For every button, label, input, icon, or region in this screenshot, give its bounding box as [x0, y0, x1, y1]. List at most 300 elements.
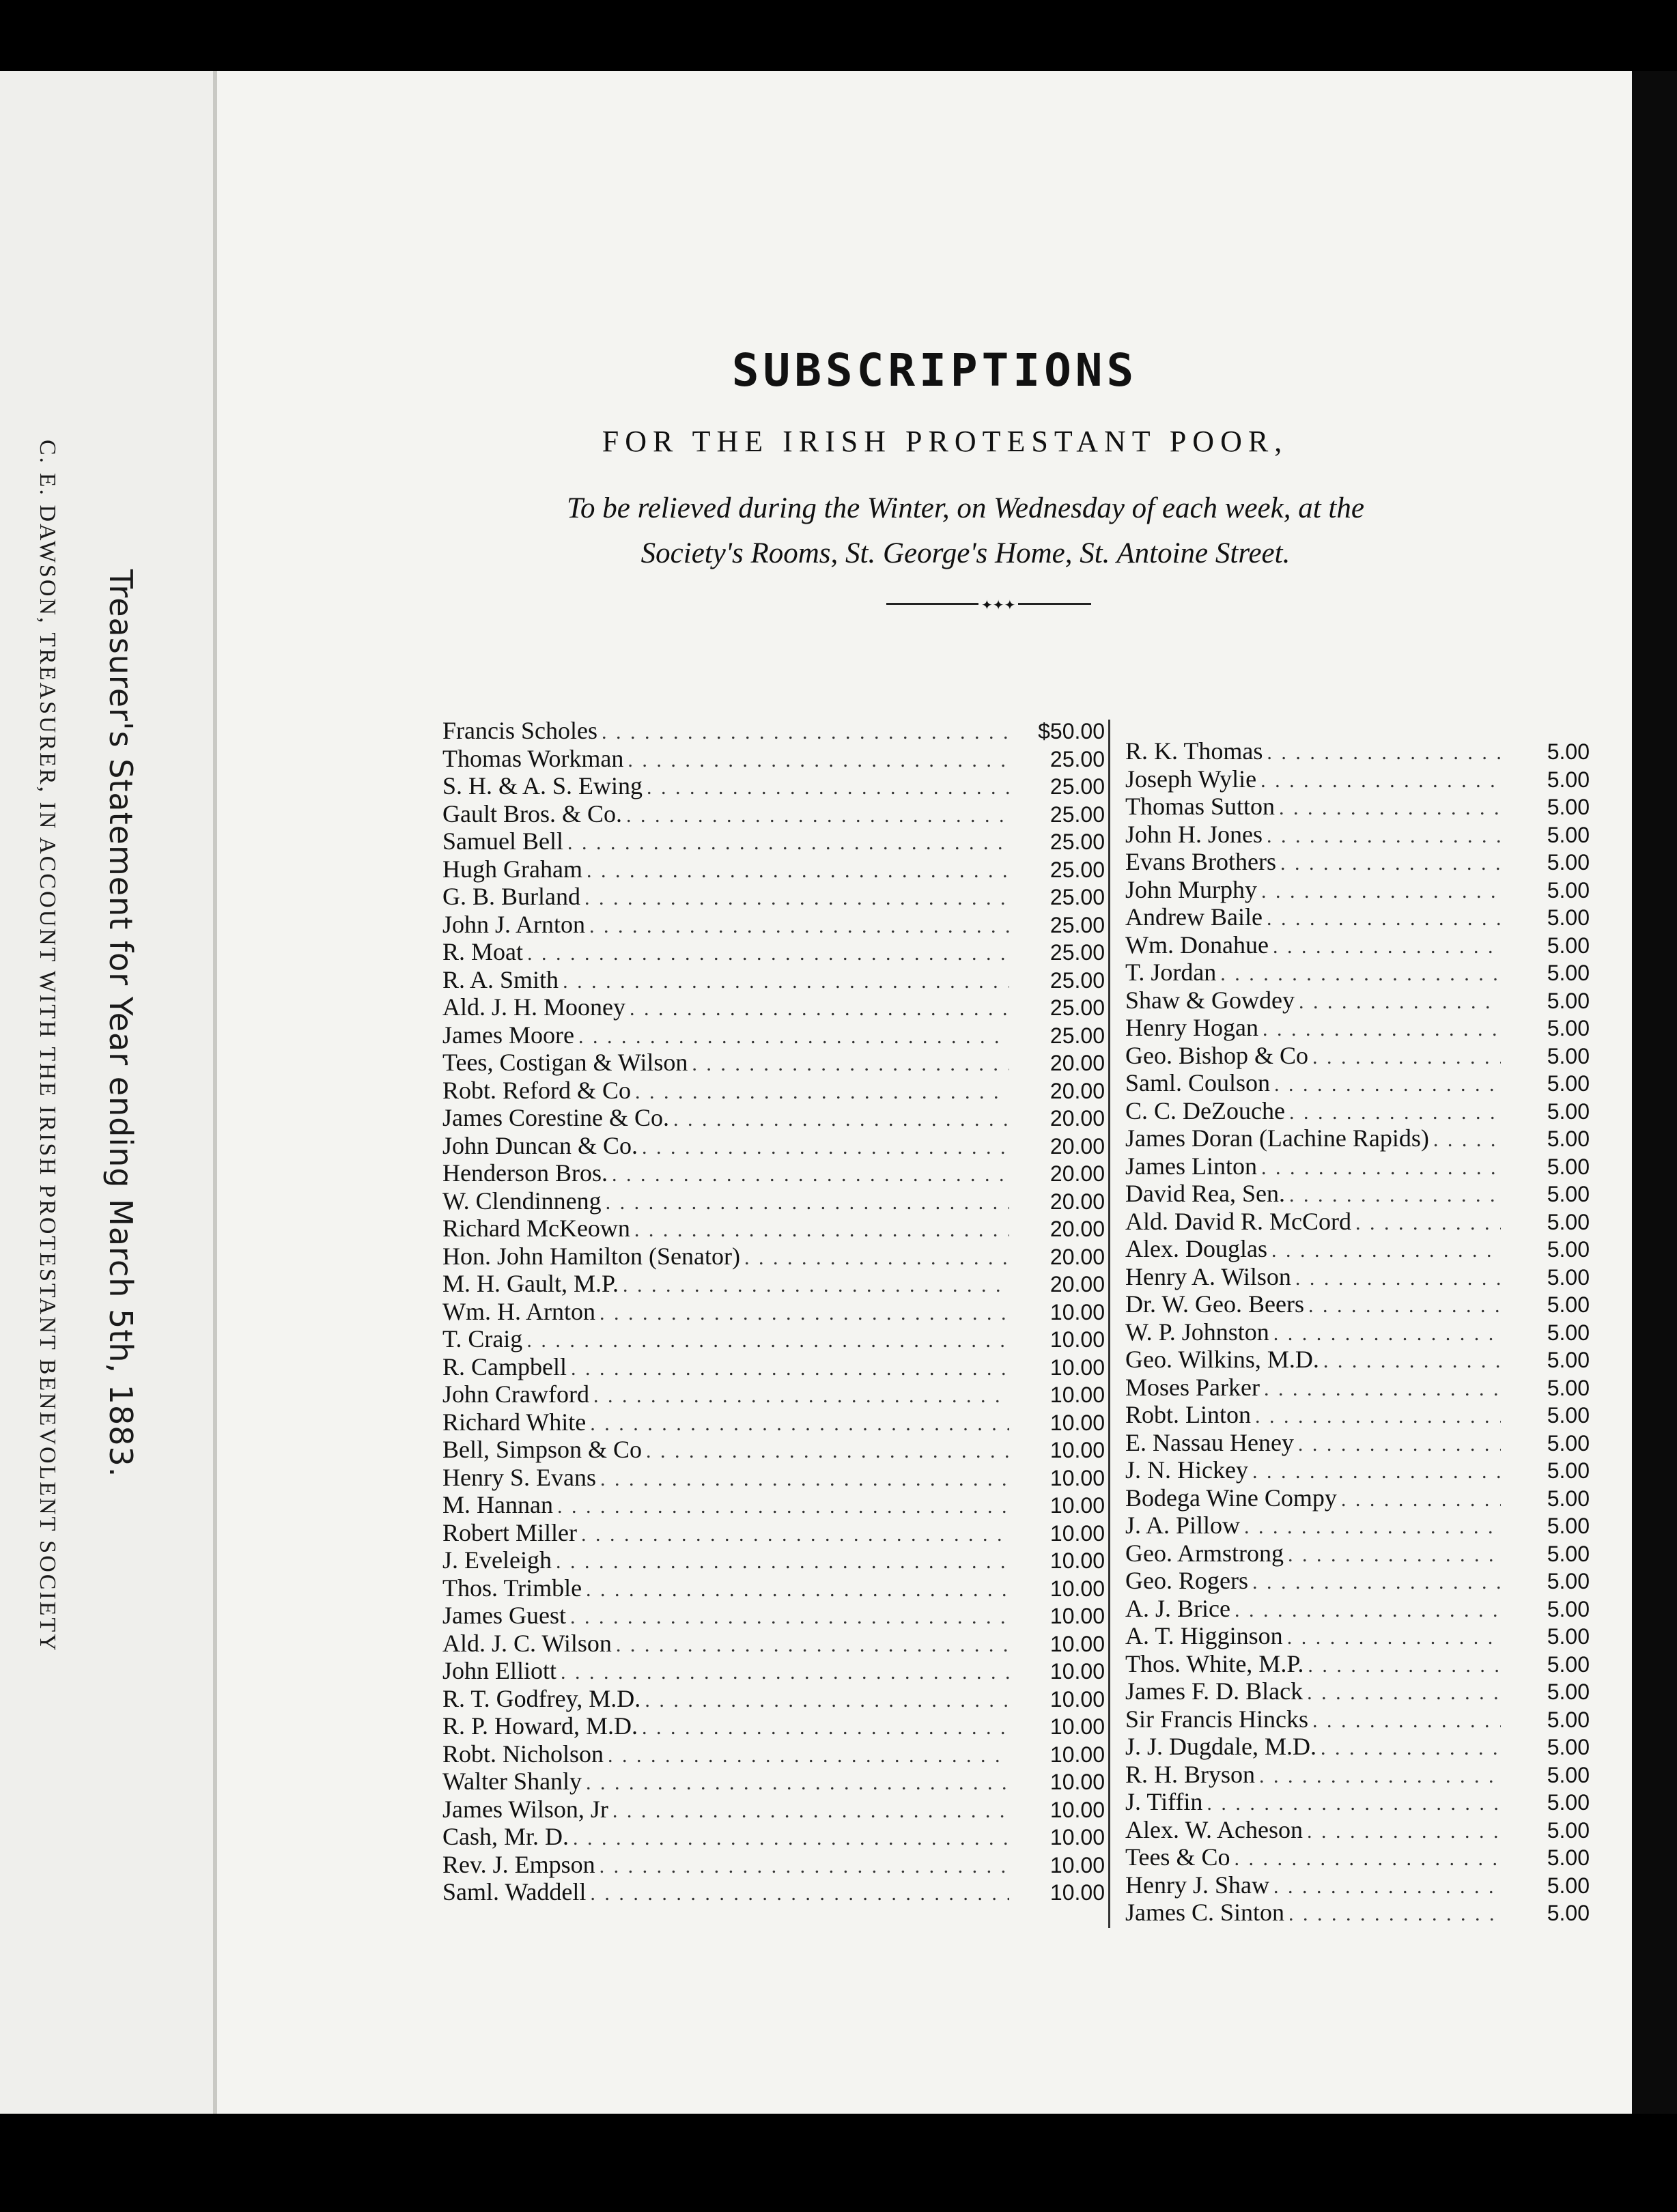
leader-dots	[566, 1604, 1009, 1632]
leader-dots	[1284, 1901, 1501, 1929]
subscription-amount: 10.00	[1049, 1327, 1105, 1352]
leader-dots	[642, 1438, 1009, 1466]
leader-dots	[1248, 1569, 1501, 1597]
subscription-row	[442, 800, 1105, 828]
subscription-row	[442, 855, 1105, 883]
leader-dots	[630, 1217, 1009, 1245]
subscriber-name: James Linton	[1125, 1152, 1257, 1180]
subscription-row	[1125, 1014, 1590, 1042]
leader-dots	[582, 1576, 1009, 1604]
subscription-amount: 10.00	[1049, 1852, 1105, 1877]
subscription-row	[1125, 1705, 1590, 1733]
leader-dots	[688, 1051, 1009, 1079]
leader-dots	[1216, 961, 1501, 989]
subscriber-name: James C. Sinton	[1125, 1899, 1285, 1926]
subscription-row	[1125, 737, 1590, 765]
subscriber-name: Tees & Co	[1125, 1843, 1230, 1871]
leader-dots	[604, 1742, 1009, 1770]
page-title: SUBSCRIPTIONS	[731, 344, 1138, 397]
subscription-row	[442, 1077, 1105, 1105]
subscriber-name: J. N. Hickey	[1125, 1456, 1248, 1484]
subscription-amount: 10.00	[1049, 1438, 1105, 1462]
leader-dots	[595, 1853, 1009, 1881]
leader-dots	[625, 995, 1009, 1023]
leader-dots	[1258, 1016, 1501, 1044]
leader-dots	[1429, 1126, 1501, 1154]
subscription-row	[1125, 1871, 1590, 1899]
leader-dots	[1316, 1735, 1501, 1763]
subscription-amount: 5.00	[1547, 1596, 1590, 1621]
subscriber-name: E. Nassau Heney	[1125, 1428, 1294, 1456]
subscriber-name: Shaw & Gowdey	[1125, 986, 1295, 1014]
subscription-row	[442, 1049, 1105, 1077]
subscriber-name: David Rea, Sen.	[1125, 1180, 1285, 1207]
leader-dots	[523, 940, 1009, 968]
subscriber-name: Joseph Wylie	[1125, 765, 1257, 793]
leader-dots	[567, 1355, 1009, 1383]
subscription-amount: 5.00	[1547, 1679, 1590, 1704]
column-divider	[1108, 720, 1110, 1928]
leader-dots	[1269, 1320, 1501, 1348]
leader-dots	[596, 1466, 1009, 1494]
subscription-row	[442, 1796, 1105, 1824]
subscription-amount: 10.00	[1049, 1880, 1105, 1905]
subscription-amount: 10.00	[1049, 1548, 1105, 1573]
subscriber-name: James Corestine & Co.	[442, 1104, 669, 1131]
subscriber-name: Richard White	[442, 1408, 587, 1436]
subscription-amount: 5.00	[1547, 1375, 1590, 1400]
subscription-amount: 20.00	[1049, 1133, 1105, 1159]
leader-dots	[643, 774, 1009, 802]
subscription-row	[1125, 1290, 1590, 1318]
leader-dots	[608, 1161, 1009, 1189]
subscription-row	[442, 1104, 1105, 1132]
subscription-amount: 5.00	[1547, 1790, 1590, 1815]
subscription-row	[442, 1630, 1105, 1658]
leader-dots	[1202, 1790, 1501, 1818]
leader-dots	[1275, 795, 1501, 823]
subscription-amount: 20.00	[1049, 1189, 1105, 1214]
subscriber-name: Henry Hogan	[1125, 1014, 1258, 1041]
subscriber-name: Henry J. Shaw	[1125, 1871, 1269, 1899]
leader-dots	[1304, 1292, 1501, 1320]
subscription-amount: 5.00	[1547, 1071, 1590, 1096]
subscriber-name: John J. Arnton	[442, 910, 586, 938]
leader-dots	[1269, 933, 1501, 961]
subscriber-name: Henry S. Evans	[442, 1463, 596, 1491]
subscription-row	[1125, 848, 1590, 876]
subscription-amount: 5.00	[1547, 905, 1590, 930]
leader-dots	[1251, 1403, 1501, 1431]
subscriber-name: Geo. Armstrong	[1125, 1539, 1284, 1567]
scan-bottom-border	[0, 2114, 1677, 2212]
subscription-amount: 5.00	[1547, 1264, 1590, 1290]
leader-dots	[1294, 1431, 1501, 1459]
subscriber-name: Francis Scholes	[442, 717, 597, 744]
subscription-amount: 25.00	[1049, 912, 1105, 937]
subscriber-name: Gault Bros. & Co.	[442, 799, 623, 827]
subscriber-name: M. Hannan	[442, 1491, 553, 1518]
subscriber-name: Tees, Costigan & Wilson	[442, 1049, 688, 1076]
subscriber-name: Geo. Wilkins, M.D.	[1125, 1346, 1319, 1373]
subscription-row	[1125, 1843, 1590, 1871]
subscriber-name: Robert Miller	[442, 1518, 577, 1546]
subscription-amount: 10.00	[1049, 1465, 1105, 1490]
subscription-row	[442, 1878, 1105, 1906]
subscription-row	[1125, 987, 1590, 1015]
subscription-amount: 5.00	[1547, 1154, 1590, 1179]
subscription-amount: 5.00	[1547, 850, 1590, 875]
subscriber-name: Thomas Workman	[442, 744, 624, 772]
subscription-amount: 5.00	[1547, 1320, 1590, 1345]
subscriber-name: James F. D. Black	[1125, 1677, 1303, 1705]
subscription-amount: 25.00	[1049, 802, 1105, 827]
subscription-row	[442, 1132, 1105, 1160]
subscriber-name: R. Campbell	[442, 1352, 567, 1380]
subscriber-name: M. H. Gault, M.P.	[442, 1270, 619, 1297]
relief-note	[299, 486, 1632, 576]
subscription-row	[442, 1353, 1105, 1381]
subscription-row	[442, 1325, 1105, 1353]
subscription-row	[1125, 1069, 1590, 1097]
leader-dots	[1284, 1542, 1501, 1570]
subscription-amount: 10.00	[1049, 1659, 1105, 1684]
subscriber-name: Ald. David R. McCord	[1125, 1207, 1351, 1235]
leader-dots	[1257, 878, 1501, 906]
subscription-amount: 5.00	[1547, 1209, 1590, 1234]
subscriber-name: Wm. Donahue	[1125, 931, 1269, 959]
subscriber-name: Bodega Wine Compy	[1125, 1484, 1337, 1512]
leader-dots	[638, 1714, 1009, 1742]
leader-dots	[1263, 905, 1501, 933]
subscriber-name: Cash, Mr. D.	[442, 1823, 569, 1850]
subscription-amount: 20.00	[1049, 1244, 1105, 1269]
subscription-row	[442, 1215, 1105, 1243]
subscription-amount: 10.00	[1049, 1714, 1105, 1739]
subscription-amount: 20.00	[1049, 1161, 1105, 1186]
subscription-row	[1125, 1180, 1590, 1208]
subscription-amount: 10.00	[1049, 1797, 1105, 1822]
subscription-amount: 5.00	[1547, 1458, 1590, 1483]
subscription-row	[1125, 1429, 1590, 1457]
subscription-row	[442, 1464, 1105, 1492]
subscription-row	[1125, 1567, 1590, 1595]
leader-dots	[1248, 1458, 1501, 1486]
subscription-amount: 5.00	[1547, 739, 1590, 764]
subscription-amount: 20.00	[1049, 1078, 1105, 1103]
subscription-amount: 10.00	[1049, 1355, 1105, 1380]
subscription-row	[1125, 1512, 1590, 1540]
subscription-row	[442, 1021, 1105, 1049]
subscriber-name: Robt. Linton	[1125, 1401, 1252, 1428]
subscription-row	[1125, 1788, 1590, 1816]
subscription-amount: 5.00	[1547, 1430, 1590, 1456]
subscription-amount: 5.00	[1547, 1651, 1590, 1677]
subscription-row	[1125, 1346, 1590, 1374]
subscriber-name: J. J. Dugdale, M.D.	[1125, 1733, 1316, 1760]
leader-dots	[577, 1521, 1009, 1549]
subscription-amount: 5.00	[1547, 1292, 1590, 1317]
subscription-amount: 10.00	[1049, 1770, 1105, 1794]
subscription-amount: 5.00	[1547, 1873, 1590, 1898]
subscription-row	[442, 911, 1105, 939]
treasurer-statement-heading: Treasurer's Statement for Year ending March 5th, 1883.	[102, 569, 139, 1478]
leader-dots	[589, 1382, 1009, 1410]
relief-note-line-1: To be relieved during the Winter, on Wednesday of each week, at the	[567, 492, 1364, 524]
leader-dots	[586, 1880, 1009, 1908]
document-page	[217, 71, 1632, 2114]
subscription-amount: 25.00	[1049, 746, 1105, 771]
subscriptions-column-right	[1125, 737, 1590, 1927]
subscription-amount: 10.00	[1049, 1493, 1105, 1518]
subscription-amount: 5.00	[1547, 1901, 1590, 1925]
subscription-row	[442, 1546, 1105, 1574]
subscription-row	[1125, 1540, 1590, 1568]
subscription-amount: 5.00	[1547, 1762, 1590, 1787]
subscriber-name: Robt. Nicholson	[442, 1740, 604, 1768]
subscription-row	[1125, 1650, 1590, 1678]
leader-dots	[1303, 1679, 1501, 1707]
subscription-row	[442, 827, 1105, 855]
leader-dots	[638, 1134, 1009, 1162]
subscriber-name: Alex. Douglas	[1125, 1235, 1267, 1262]
leader-dots	[602, 1189, 1009, 1217]
leader-dots	[1269, 1873, 1501, 1901]
subscription-amount: 25.00	[1049, 857, 1105, 882]
subscription-amount: 5.00	[1547, 1126, 1590, 1151]
subscriber-name: James Moore	[442, 1021, 574, 1049]
subscription-amount: 25.00	[1049, 830, 1105, 854]
subscription-amount: 10.00	[1049, 1631, 1105, 1656]
subscriber-name: James Guest	[442, 1602, 566, 1629]
leader-dots	[1308, 1044, 1501, 1072]
subscription-row	[442, 1187, 1105, 1215]
subscriptions-column-left	[442, 717, 1105, 1906]
subscription-row	[1125, 903, 1590, 931]
subscription-amount: 5.00	[1547, 1707, 1590, 1732]
scan-right-border	[1632, 71, 1677, 2114]
leader-dots	[622, 802, 1009, 830]
subscriber-name: J. Tiffin	[1125, 1788, 1203, 1815]
subscription-row	[1125, 1152, 1590, 1180]
subscription-row	[1125, 1761, 1590, 1789]
subscription-row	[442, 1408, 1105, 1436]
subscription-amount: 5.00	[1547, 1624, 1590, 1649]
leader-dots	[522, 1327, 1009, 1355]
subscriber-name: John H. Jones	[1125, 820, 1263, 848]
subscription-amount: 5.00	[1547, 822, 1590, 847]
subscription-row	[1125, 1595, 1590, 1623]
subscription-row	[442, 1270, 1105, 1298]
subscriber-name: R. P. Howard, M.D.	[442, 1712, 638, 1740]
subscription-row	[442, 1768, 1105, 1796]
leader-dots	[1240, 1514, 1501, 1542]
leader-dots	[1283, 1624, 1501, 1652]
subscription-amount: 5.00	[1547, 1486, 1590, 1511]
subscription-amount: 10.00	[1049, 1410, 1105, 1435]
ornamental-divider: ✦✦✦	[886, 597, 1091, 610]
subscriber-name: Ald. J. C. Wilson	[442, 1629, 612, 1657]
subscriber-name: Samuel Bell	[442, 827, 563, 855]
leader-dots	[569, 1825, 1009, 1853]
subscription-amount: 5.00	[1547, 1817, 1590, 1843]
subscriber-name: J. Eveleigh	[442, 1546, 552, 1574]
leader-dots	[1260, 1376, 1501, 1404]
subscription-row	[1125, 1401, 1590, 1429]
subscriber-name: John Crawford	[442, 1380, 589, 1408]
subscription-row	[1125, 959, 1590, 987]
subscription-row	[442, 1243, 1105, 1271]
leader-dots	[1256, 767, 1501, 795]
leader-dots	[556, 1659, 1009, 1687]
subscription-row	[442, 938, 1105, 966]
subscription-row	[1125, 1263, 1590, 1291]
subscription-amount: 25.00	[1049, 967, 1105, 993]
subscription-row	[442, 1685, 1105, 1713]
subscription-amount: 25.00	[1049, 885, 1105, 909]
subscription-row	[1125, 793, 1590, 821]
subscription-row	[442, 1491, 1105, 1519]
leader-dots	[1230, 1597, 1501, 1625]
subscription-amount: 5.00	[1547, 1182, 1590, 1206]
subscription-amount: $50.00	[1038, 719, 1105, 743]
subscription-row	[1125, 765, 1590, 793]
subscriber-name: R. H. Bryson	[1125, 1760, 1256, 1788]
subscriber-name: Thos. White, M.P.	[1125, 1649, 1304, 1677]
subscriber-name: C. C. DeZouche	[1125, 1096, 1285, 1124]
subscription-amount: 20.00	[1049, 1217, 1105, 1241]
leader-dots	[1308, 1707, 1501, 1735]
subscriber-name: W. Clendinneng	[442, 1187, 602, 1215]
subscription-amount: 25.00	[1049, 995, 1105, 1020]
leader-dots	[669, 1106, 1009, 1134]
subscriber-name: G. B. Burland	[442, 883, 580, 910]
subscription-amount: 5.00	[1547, 767, 1590, 792]
subscription-amount: 10.00	[1049, 1604, 1105, 1628]
subscription-amount: 10.00	[1049, 1382, 1105, 1407]
leader-dots	[1291, 1265, 1501, 1293]
subscription-row	[1125, 1208, 1590, 1236]
subscription-row	[442, 883, 1105, 911]
subscription-row	[442, 993, 1105, 1021]
leader-dots	[612, 1632, 1009, 1660]
subscriber-name: Robt. Reford & Co	[442, 1076, 631, 1104]
subscription-row	[1125, 1622, 1590, 1650]
page-subtitle: FOR THE IRISH PROTESTANT POOR,	[602, 425, 1288, 458]
leader-dots	[1337, 1486, 1501, 1514]
facing-page-strip	[0, 71, 217, 2114]
leader-dots	[1295, 989, 1501, 1017]
subscriber-name: T. Jordan	[1125, 959, 1217, 986]
subscription-amount: 10.00	[1049, 1825, 1105, 1849]
subscription-amount: 5.00	[1547, 795, 1590, 819]
subscription-amount: 10.00	[1049, 1576, 1105, 1601]
subscriber-name: R. A. Smith	[442, 965, 559, 993]
leader-dots	[585, 913, 1009, 941]
subscription-amount: 25.00	[1049, 774, 1105, 799]
subscriber-name: James Doran (Lachine Rapids)	[1125, 1124, 1429, 1152]
subscriber-name: John Murphy	[1125, 875, 1258, 903]
leader-dots	[631, 1079, 1009, 1107]
subscriber-name: Andrew Baile	[1125, 903, 1263, 931]
subscription-amount: 20.00	[1049, 1051, 1105, 1075]
subscriber-name: Bell, Simpson & Co	[442, 1436, 643, 1463]
subscription-row	[442, 1823, 1105, 1851]
subscriber-name: Geo. Bishop & Co	[1125, 1041, 1309, 1069]
subscriber-name: R. Moat	[442, 938, 524, 965]
subscription-amount: 5.00	[1547, 1403, 1590, 1428]
treasurer-account-subheading: C. E. DAWSON, TREASURER, IN ACCOUNT WITH THE IRISH PROTESTANT BENEVOLENT SOCIETY	[35, 440, 60, 1653]
leader-dots	[1276, 850, 1501, 878]
leader-dots	[608, 1798, 1009, 1826]
subscriber-name: Ald. J. H. Mooney	[442, 993, 625, 1021]
leader-dots	[595, 1300, 1009, 1328]
subscription-row	[442, 1298, 1105, 1326]
subscription-row	[1125, 821, 1590, 849]
leader-dots	[563, 830, 1009, 857]
subscriber-name: Thos. Trimble	[442, 1574, 582, 1602]
subscription-row	[442, 1851, 1105, 1879]
subscription-amount: 10.00	[1049, 1686, 1105, 1712]
leader-dots	[1285, 1182, 1501, 1210]
subscription-row	[442, 1519, 1105, 1547]
subscription-amount: 25.00	[1049, 1023, 1105, 1048]
subscription-amount: 10.00	[1049, 1520, 1105, 1546]
subscription-row	[1125, 1097, 1590, 1125]
subscription-amount: 5.00	[1547, 1735, 1590, 1759]
subscriber-name: Henry A. Wilson	[1125, 1262, 1291, 1290]
subscriber-name: Thomas Sutton	[1125, 793, 1276, 820]
subscription-row	[442, 717, 1105, 745]
page-header	[217, 344, 1632, 613]
subscription-amount: 5.00	[1547, 1098, 1590, 1124]
subscriber-name: S. H. & A. S. Ewing	[442, 772, 643, 799]
leader-dots	[1319, 1348, 1501, 1376]
subscriber-name: Hon. John Hamilton (Senator)	[442, 1242, 740, 1270]
subscriber-name: R. T. Godfrey, M.D.	[442, 1684, 641, 1712]
subscriber-name: James Wilson, Jr	[442, 1795, 608, 1823]
subscriber-name: Wm. H. Arnton	[442, 1297, 595, 1325]
subscriber-name: Sir Francis Hincks	[1125, 1705, 1308, 1733]
subscriber-name: Saml. Coulson	[1125, 1069, 1271, 1096]
subscriber-name: T. Craig	[442, 1325, 523, 1352]
subscription-amount: 5.00	[1547, 961, 1590, 985]
subscription-amount: 10.00	[1049, 1742, 1105, 1767]
subscription-amount: 5.00	[1547, 1569, 1590, 1593]
leader-dots	[559, 968, 1009, 996]
leader-dots	[552, 1548, 1009, 1576]
subscriber-name: Geo. Rogers	[1125, 1567, 1248, 1594]
subscriber-name: A. J. Brice	[1125, 1594, 1230, 1622]
subscription-amount: 5.00	[1547, 1514, 1590, 1538]
leader-dots	[740, 1245, 1009, 1273]
subscription-row	[442, 1159, 1105, 1187]
subscription-amount: 5.00	[1547, 877, 1590, 903]
subscription-row	[1125, 1456, 1590, 1484]
leader-dots	[553, 1493, 1009, 1521]
subscription-amount: 5.00	[1547, 988, 1590, 1013]
leader-dots	[1270, 1071, 1501, 1099]
subscription-row	[442, 1436, 1105, 1464]
subscription-row	[1125, 1677, 1590, 1705]
subscription-amount: 5.00	[1547, 1845, 1590, 1870]
subscriber-name: Richard McKeown	[442, 1215, 630, 1242]
subscription-row	[1125, 1318, 1590, 1346]
subscription-row	[1125, 1042, 1590, 1070]
subscription-row	[442, 772, 1105, 800]
subscriber-name: J. A. Pillow	[1125, 1512, 1241, 1539]
subscription-row	[1125, 1124, 1590, 1152]
